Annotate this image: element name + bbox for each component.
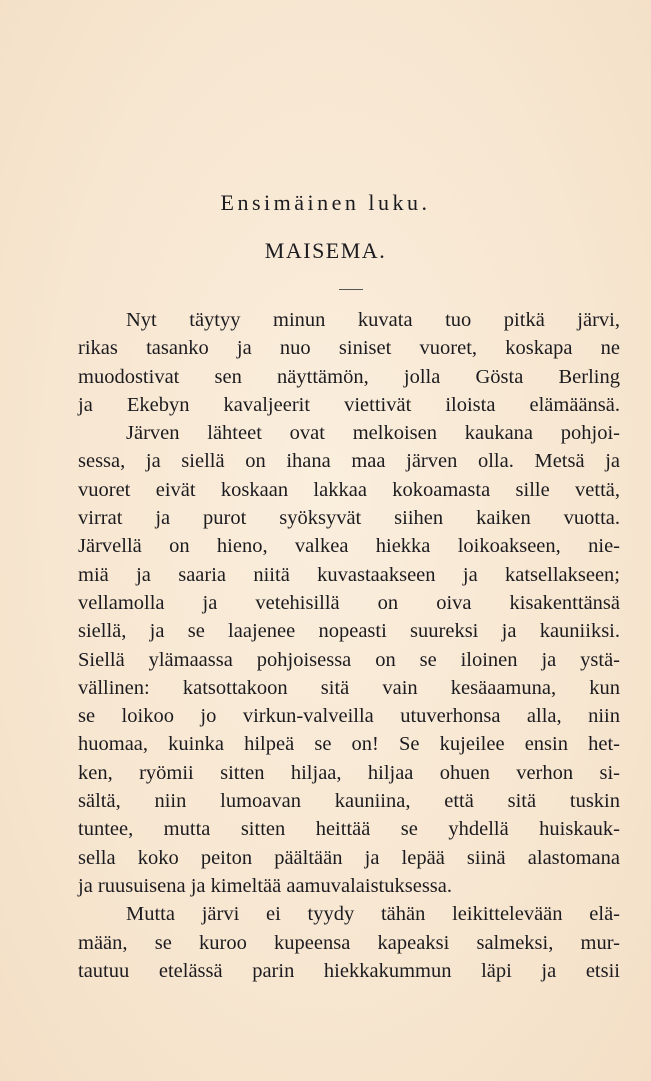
text-line: huomaa, kuinka hilpeä se on! Se kujeilee ensin het- bbox=[78, 733, 620, 756]
text-line: Mutta järvi ei tyydy tähän leikittelevään elä- bbox=[126, 903, 620, 926]
text-line: ja Ekebyn kavaljeerit viettivät iloista elämäänsä. bbox=[78, 393, 620, 416]
text-line: miä ja saaria niitä kuvastaakseen ja katsellakseen; bbox=[78, 563, 620, 586]
text-line: Nyt täytyy minun kuvata tuo pitkä järvi, bbox=[126, 309, 620, 331]
text-line: sella koko peiton päältään ja lepää siinä alastomana bbox=[78, 846, 620, 869]
text-line: vuoret eivät koskaan lakkaa kokoamasta sille vettä, bbox=[78, 478, 620, 501]
text-line: mään, se kuroo kupeensa kapeaksi salmeksi, mur- bbox=[78, 931, 620, 954]
text-line: virrat ja purot syöksyvät siihen kaiken vuotta. bbox=[78, 507, 620, 530]
text-line: tautuu etelässä parin hiekkakummun läpi ja etsii bbox=[78, 959, 620, 982]
text-line: Järvellä on hieno, valkea hiekka loikoakseen, nie- bbox=[78, 535, 620, 558]
text-line: Siellä ylämaassa pohjoisessa on se iloinen ja ystä- bbox=[78, 648, 620, 671]
title-divider bbox=[339, 289, 363, 290]
text-line: Järven lähteet ovat melkoisen kaukana pohjoi- bbox=[126, 422, 620, 445]
text-line: vällinen: katsottakoon sitä vain kesäaamuna, kun bbox=[78, 676, 620, 699]
text-line: ja ruusuisena ja kimeltää aamuvalaistuksessa. bbox=[78, 874, 453, 897]
text-line: tuntee, mutta sitten heittää se yhdellä huiskauk- bbox=[78, 818, 620, 841]
text-line: se loikoo jo virkun-valveilla utuverhonsa alla, niin bbox=[78, 705, 620, 728]
chapter-title: MAISEMA. bbox=[264, 238, 387, 263]
text-line: vellamolla ja vetehisillä on oiva kisakenttänsä bbox=[78, 591, 620, 614]
text-line: sessa, ja siellä on ihana maa järven olla. Metsä ja bbox=[78, 450, 620, 473]
chapter-heading: Ensimäinen luku. bbox=[220, 190, 431, 215]
text-line: siellä, ja se laajenee nopeasti suureksi ja kauniiksi. bbox=[78, 620, 620, 643]
text-line: rikas tasanko ja nuo siniset vuoret, koskapa ne bbox=[78, 337, 620, 360]
body-text bbox=[78, 306, 620, 985]
text-line: muodostivat sen näyttämön, jolla Gösta Berling bbox=[78, 365, 620, 388]
text-line: sältä, niin lumoavan kauniina, että sitä tuskin bbox=[78, 790, 620, 813]
text-line: ken, ryömii sitten hiljaa, hiljaa ohuen verhon si- bbox=[78, 761, 620, 784]
